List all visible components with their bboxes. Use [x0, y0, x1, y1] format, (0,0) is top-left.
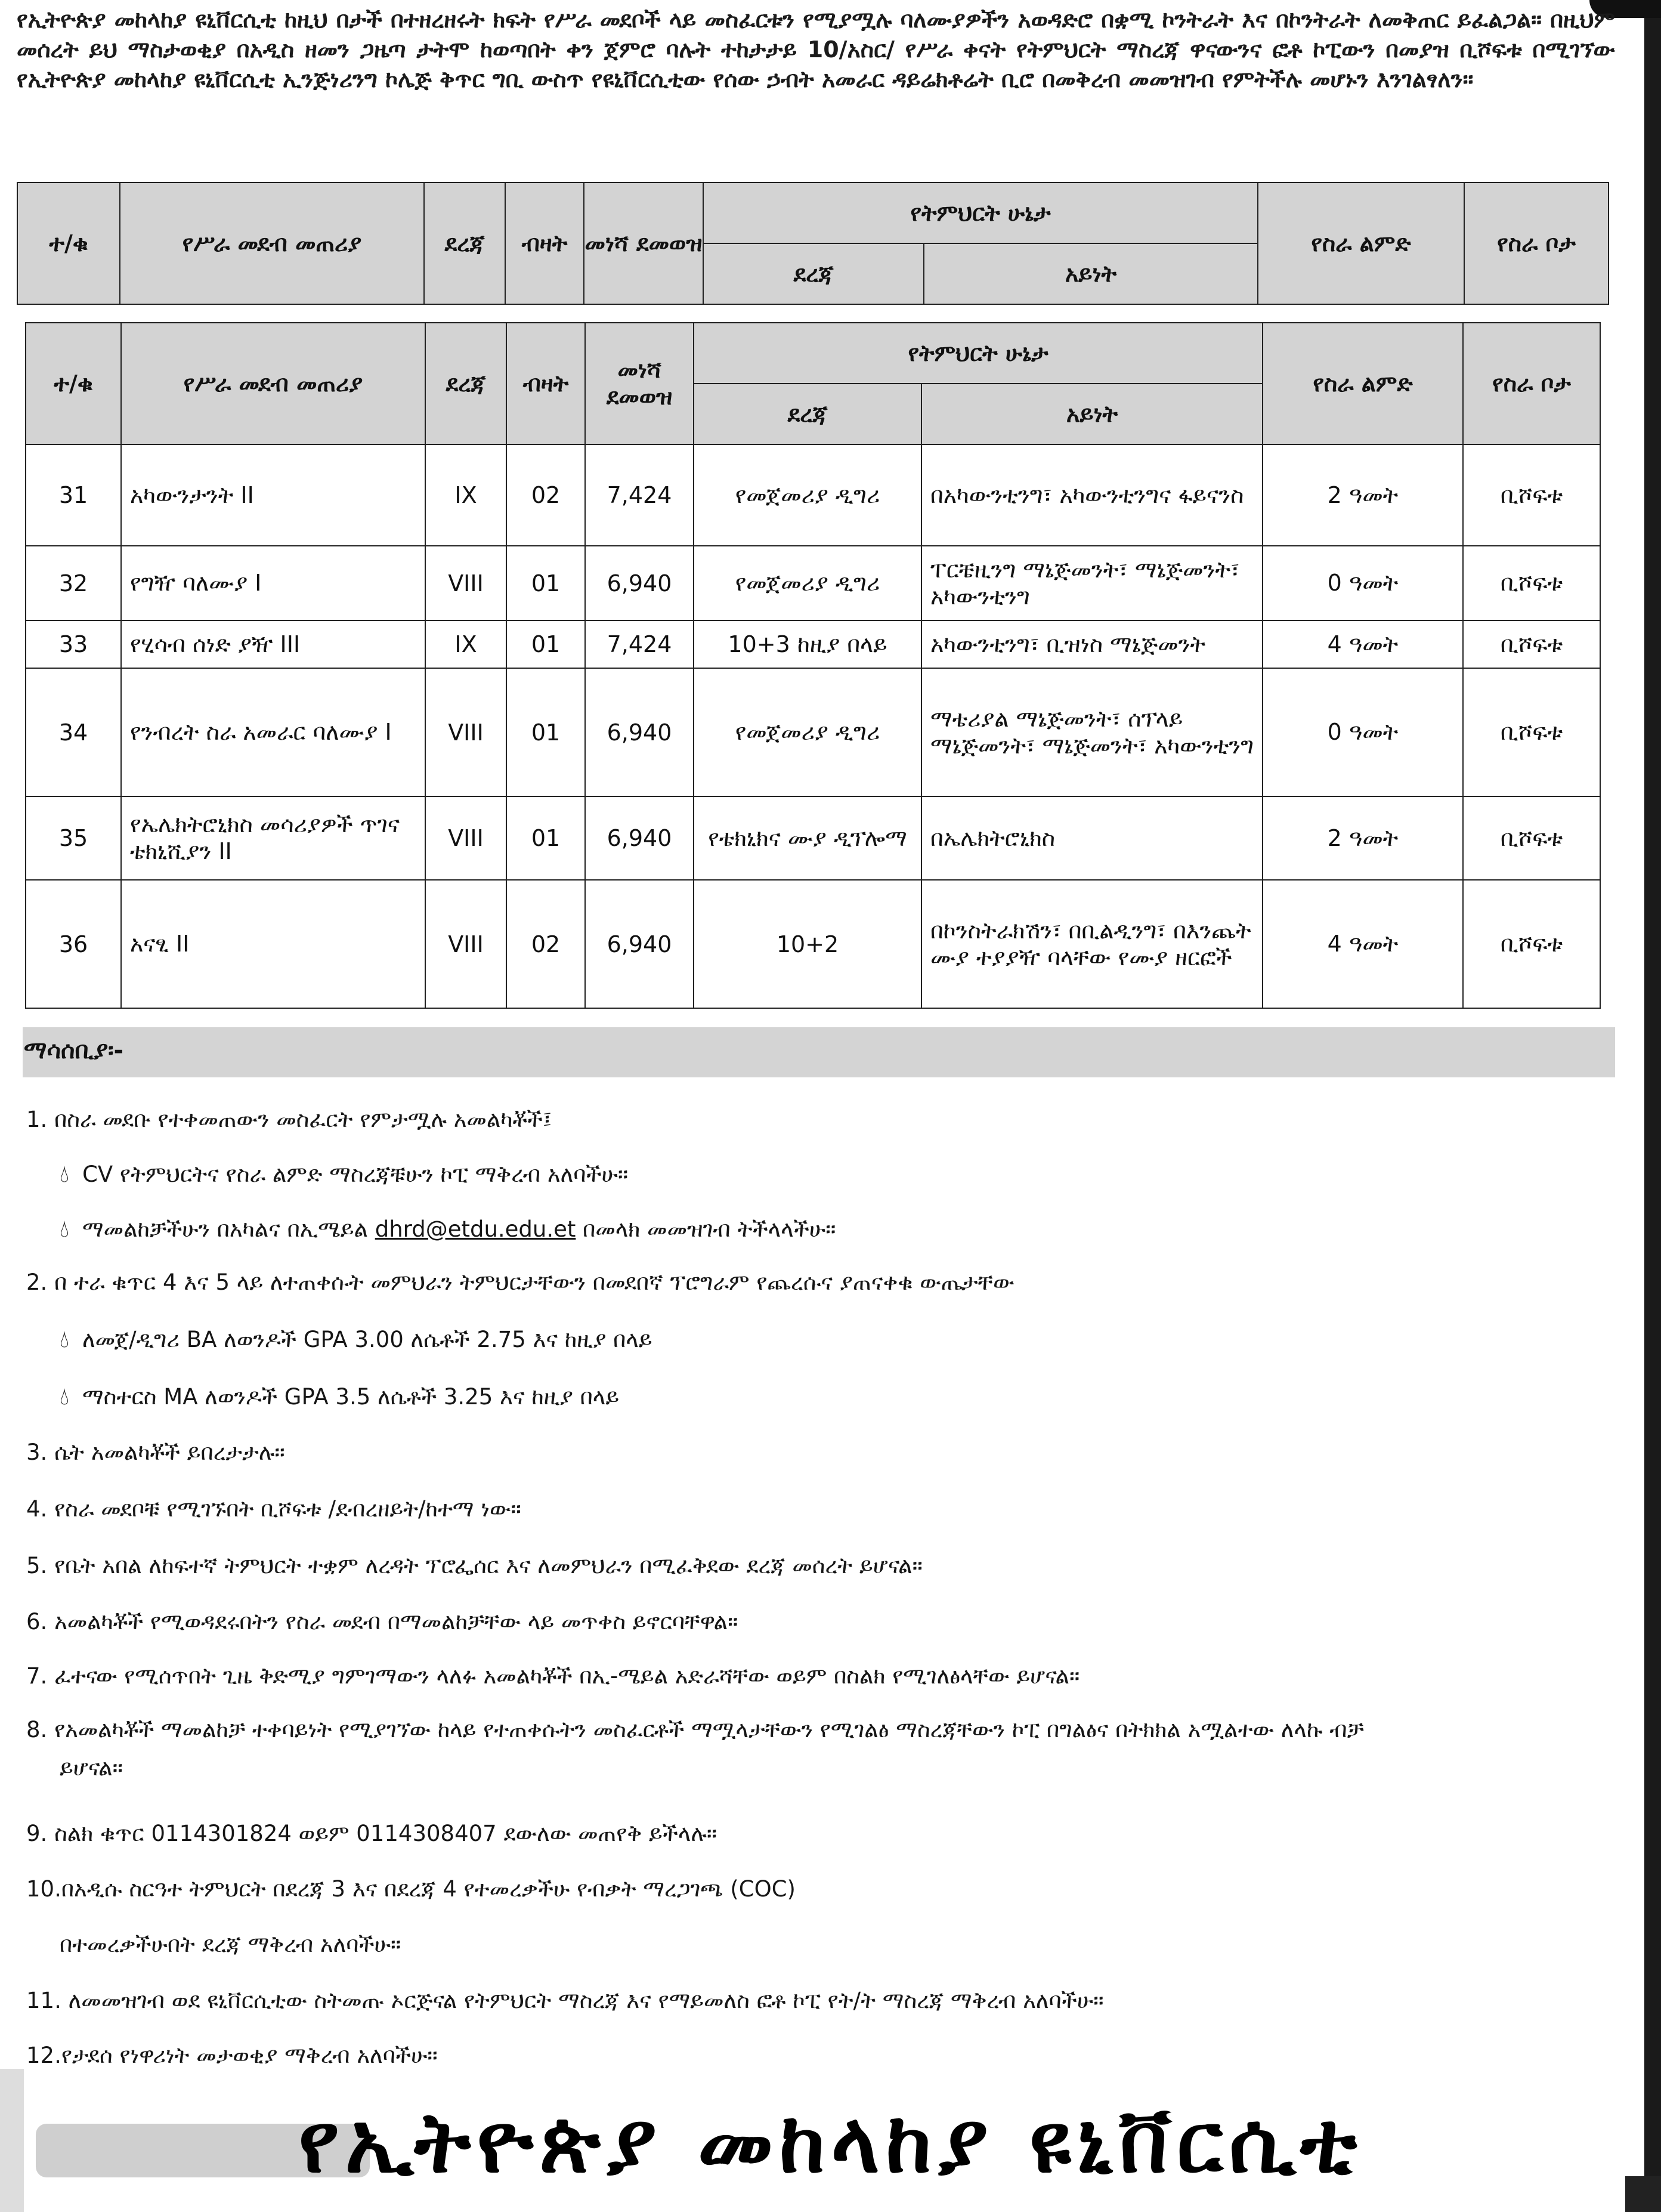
cell-qty: 02 — [506, 880, 585, 1008]
notes-header-bar — [23, 1027, 1615, 1077]
note-2a: 💧︎ ለመጀ/ዲግሪ BA ለወንዶች GPA 3.00 ለሴቶች 2.75 እና ከዚያ በላይ — [60, 1326, 652, 1353]
cell-level: 10+2 — [694, 880, 921, 1008]
table-row — [26, 796, 1600, 880]
cell-grade: IX — [425, 620, 506, 668]
cell-qty: 01 — [506, 620, 585, 668]
cell-experience: 2 ዓመት — [1263, 444, 1463, 546]
col-header-no: ተ/ቁ — [26, 323, 121, 444]
note-8-cont: ይሆናል። — [60, 1755, 123, 1781]
note-9: 9. ስልክ ቁጥር 0114301824 ወይም 0114308407 ደውለው መጠየቅ ይችላሉ። — [26, 1821, 717, 1846]
note-4: 4. የስራ መደቦቹ የሚገኙበት ቢሾፍቱ /ደብረዘይት/ከተማ ነው። — [26, 1496, 521, 1522]
col-header-education: የትምህርት ሁኔታ — [694, 323, 1263, 384]
jobs-table — [25, 322, 1601, 1009]
cell-location: ቢሾፍቱ — [1463, 796, 1600, 880]
cell-location: ቢሾፍቱ — [1463, 620, 1600, 668]
cell-title: የሂሳብ ሰነድ ያዥ III — [121, 620, 425, 668]
table-row — [26, 444, 1600, 546]
note-3: 3. ሴት አመልካቾች ይበረታታሉ። — [26, 1439, 285, 1465]
cell-grade: VIII — [425, 796, 506, 880]
cell-qty: 02 — [506, 444, 585, 546]
col-header-experience: የስራ ልምድ — [1258, 183, 1464, 304]
cell-no: 34 — [26, 668, 121, 796]
cell-level: የቴክኒክና ሙያ ዲፕሎማ — [694, 796, 921, 880]
cell-type: ማቴሪያል ማኔጅመንት፣ ሰፕላይ ማኔጅመንት፣ ማኔጅመንት፣ አካውንቲንግ — [921, 668, 1263, 796]
cell-salary: 7,424 — [585, 620, 694, 668]
note-11: 11. ለመመዝገብ ወደ ዩኒቨርሲቲው ስትመጡ ኦርጅናል የትምህርት ማስረጃ እና የማይመለስ ፎቶ ኮፒ የት/ት ማስረጃ ማቅረብ አለባችሁ። — [26, 1988, 1104, 2013]
note-10: 10.በአዲሱ ስርዓተ ትምህርት በደረጃ 3 እና በደረጃ 4 የተመረቃችሁ የብቃት ማረጋገጫ (COC) — [26, 1876, 796, 1902]
drop-bullet-icon: 💧︎ — [60, 1383, 69, 1410]
col-header-qty: ብዛት — [505, 183, 584, 304]
cell-type: በአካውንቲንግ፣ አካውንቲንግና ፋይናንስ — [921, 444, 1263, 546]
col-header-salary: መነሻ ደመወዝ — [585, 323, 694, 444]
col-header-no: ተ/ቁ — [17, 183, 120, 304]
table-row — [26, 620, 1600, 668]
cell-level: የመጀመሪያ ዲግሪ — [694, 444, 921, 546]
table-row — [26, 546, 1600, 620]
col-header-grade: ደረጃ — [424, 183, 505, 304]
footer-university-name: የኢትዮጵያ መከላከያ ዩኒቨርሲቲ — [298, 2094, 1363, 2192]
cell-level: የመጀመሪያ ዲግሪ — [694, 668, 921, 796]
cell-location: ቢሾፍቱ — [1463, 444, 1600, 546]
notes-title: ማሳሰቢያ፡- — [24, 1037, 124, 1064]
cell-grade: IX — [425, 444, 506, 546]
cell-no: 35 — [26, 796, 121, 880]
table-row — [26, 668, 1600, 796]
col-header-experience: የስራ ልምድ — [1263, 323, 1463, 444]
cell-grade: VIII — [425, 546, 506, 620]
col-header-type: አይነት — [924, 243, 1258, 304]
note-6: 6. አመልካቾች የሚወዳደሩበትን የስራ መደብ በማመልከቻቸው ላይ መጥቀስ ይኖርባቸዋል። — [26, 1609, 738, 1635]
cell-experience: 2 ዓመት — [1263, 796, 1463, 880]
cell-grade: VIII — [425, 880, 506, 1008]
cell-experience: 4 ዓመት — [1263, 620, 1463, 668]
cell-title: የንብረት ስራ አመራር ባለሙያ I — [121, 668, 425, 796]
col-header-education: የትምህርት ሁኔታ — [703, 183, 1258, 243]
cell-qty: 01 — [506, 668, 585, 796]
cell-experience: 4 ዓመት — [1263, 880, 1463, 1008]
col-header-qty: ብዛት — [506, 323, 585, 444]
note-5: 5. የቤት አበል ለከፍተኛ ትምህርት ተቋም ለረዳት ፕሮፌሰር እና ለመምህራን በሚፈቅደው ደረጃ መሰረት ይሆናል። — [26, 1553, 923, 1578]
col-header-type: አይነት — [921, 384, 1263, 444]
note-7: 7. ፈተናው የሚሰጥበት ጊዜ ቅድሚያ ግምገማውን ላለፉ አመልካቾች በኢ-ሜይል አድራሻቸው ወይም በስልክ የሚገለፅላቸው ይሆናል። — [26, 1663, 1080, 1689]
drop-bullet-icon: 💧︎ — [60, 1160, 69, 1188]
col-header-level: ደረጃ — [694, 384, 921, 444]
note-1: 1. በስራ መደቡ የተቀመጠውን መስፈርት የምታሟሉ አመልካቾች፤ — [26, 1107, 552, 1132]
cell-level: 10+3 ከዚያ በላይ — [694, 620, 921, 668]
cell-salary: 6,940 — [585, 796, 694, 880]
note-1b: 💧︎ ማመልከቻችሁን በአካልና በኢሜይል dhrd@etdu.edu.et በመላክ መመዝገብ ትችላላችሁ። — [60, 1215, 836, 1243]
note-2b: 💧︎ ማስተርስ MA ለወንዶች GPA 3.5 ለሴቶች 3.25 እና ከዚያ በላይ — [60, 1383, 620, 1410]
drop-bullet-icon: 💧︎ — [60, 1215, 69, 1243]
col-header-location: የስራ ቦታ — [1463, 323, 1600, 444]
cell-title: አካውንታንት II — [121, 444, 425, 546]
cell-no: 31 — [26, 444, 121, 546]
cell-type: ፐርቼዚንግ ማኔጅመንት፣ ማኔጅመንት፣ አካውንቲንግ — [921, 546, 1263, 620]
scan-edge-right — [1644, 0, 1661, 2212]
intro-paragraph: የኢትዮጵያ መከላከያ ዩኒቨርሲቲ ከዚህ በታች በተዘረዘሩት ክፍት የሥራ መደቦች ላይ መስፈርቱን የሚያሟሉ ባለሙያዎችን አወዳድሮ በቋሚ ኮንትራት እና በኮንትራት ለመቅጠር ይፈልጋል። በዚህም መሰረት ይህ ማስታወቂያ በአዲስ ዘመን ጋዜጣ ታትሞ ከወጣበት ቀን ጀምሮ ባሉት ተከታታይ 10/አስር/ የሥራ ቀናት የትምህርት ማስረጃ ዋናውንና ፎቶ ኮፒውን በመያዝ ቢሾፍቱ በሚገኘው የኢትዮጵያ መከላከያ ዩኒቨርሲቲ ኢንጅነሪንግ ኮሌጅ ቅጥር ግቢ ውስጥ የዩኒቨርሲቲው የሰው ኃብት አመራር ዳይሬክቶሬት ቢሮ በመቅረብ መመዝገብ የምትችሉ መሆኑን እንገልፃለን። — [17, 7, 1615, 92]
col-header-grade: ደረጃ — [425, 323, 506, 444]
cell-salary: 6,940 — [585, 880, 694, 1008]
cell-type: በኤሌክትሮኒክስ — [921, 796, 1263, 880]
cell-no: 33 — [26, 620, 121, 668]
col-header-salary: መነሻ ደመወዝ — [584, 183, 703, 304]
cell-level: የመጀመሪያ ዲግሪ — [694, 546, 921, 620]
table-row — [26, 880, 1600, 1008]
cell-no: 32 — [26, 546, 121, 620]
cell-salary: 7,424 — [585, 444, 694, 546]
note-1a: 💧︎ CV የትምህርትና የስራ ልምድ ማስረጃቹሁን ኮፒ ማቅረብ አለባችሁ። — [60, 1160, 629, 1188]
cell-location: ቢሾፍቱ — [1463, 880, 1600, 1008]
cell-experience: 0 ዓመት — [1263, 546, 1463, 620]
cell-location: ቢሾፍቱ — [1463, 546, 1600, 620]
cell-no: 36 — [26, 880, 121, 1008]
cell-qty: 01 — [506, 546, 585, 620]
cell-experience: 0 ዓመት — [1263, 668, 1463, 796]
cell-title: የኤሌክትሮኒክስ መሳሪያዎች ጥገና ቴክኒሺያን II — [121, 796, 425, 880]
note-8: 8. የአመልካቾች ማመልከቻ ተቀባይነት የሚያገኘው ከላይ የተጠቀሱትን መስፈርቶች ማሟላታቸውን የሚገልፅ ማስረጃቸውን ኮፒ በግልፅና በትክክል አሟልተው ለላኩ ብቻ — [26, 1717, 1364, 1743]
cell-qty: 01 — [506, 796, 585, 880]
cell-salary: 6,940 — [585, 546, 694, 620]
col-header-title: የሥራ መደብ መጠሪያ — [120, 183, 424, 304]
cell-location: ቢሾፍቱ — [1463, 668, 1600, 796]
cell-title: አናፂ II — [121, 880, 425, 1008]
cell-grade: VIII — [425, 668, 506, 796]
drop-bullet-icon: 💧︎ — [60, 1326, 69, 1353]
cell-salary: 6,940 — [585, 668, 694, 796]
cell-title: የግዥ ባለሙያ I — [121, 546, 425, 620]
note-2: 2. በ ተራ ቁጥር 4 እና 5 ላይ ለተጠቀሱት መምህራን ትምህርታቸውን በመደበኛ ፕሮግራም የጨረሱና ያጠናቀቁ ውጤታቸው — [26, 1269, 1014, 1295]
cell-type: በኮንስትራክሽን፣ በቢልዲንግ፣ በእንጨት ሙያ ተያያዥ ባላቸው የሙያ ዘርፎች — [921, 880, 1263, 1008]
jobs-table-header-background — [17, 182, 1609, 305]
email-link[interactable]: dhrd@etdu.edu.et — [375, 1216, 576, 1242]
col-header-location: የስራ ቦታ — [1464, 183, 1609, 304]
note-10-cont: በተመረቃችሁበት ደረጃ ማቅረብ አለባችሁ። — [60, 1932, 401, 1957]
note-12: 12.የታደሰ የነዋሪነት መታወቂያ ማቅረብ አለባችሁ። — [26, 2043, 438, 2068]
col-header-level: ደረጃ — [703, 243, 924, 304]
cell-type: አካውንቲንግ፣ ቢዝነስ ማኔጅመንት — [921, 620, 1263, 668]
col-header-title: የሥራ መደብ መጠሪያ — [121, 323, 425, 444]
